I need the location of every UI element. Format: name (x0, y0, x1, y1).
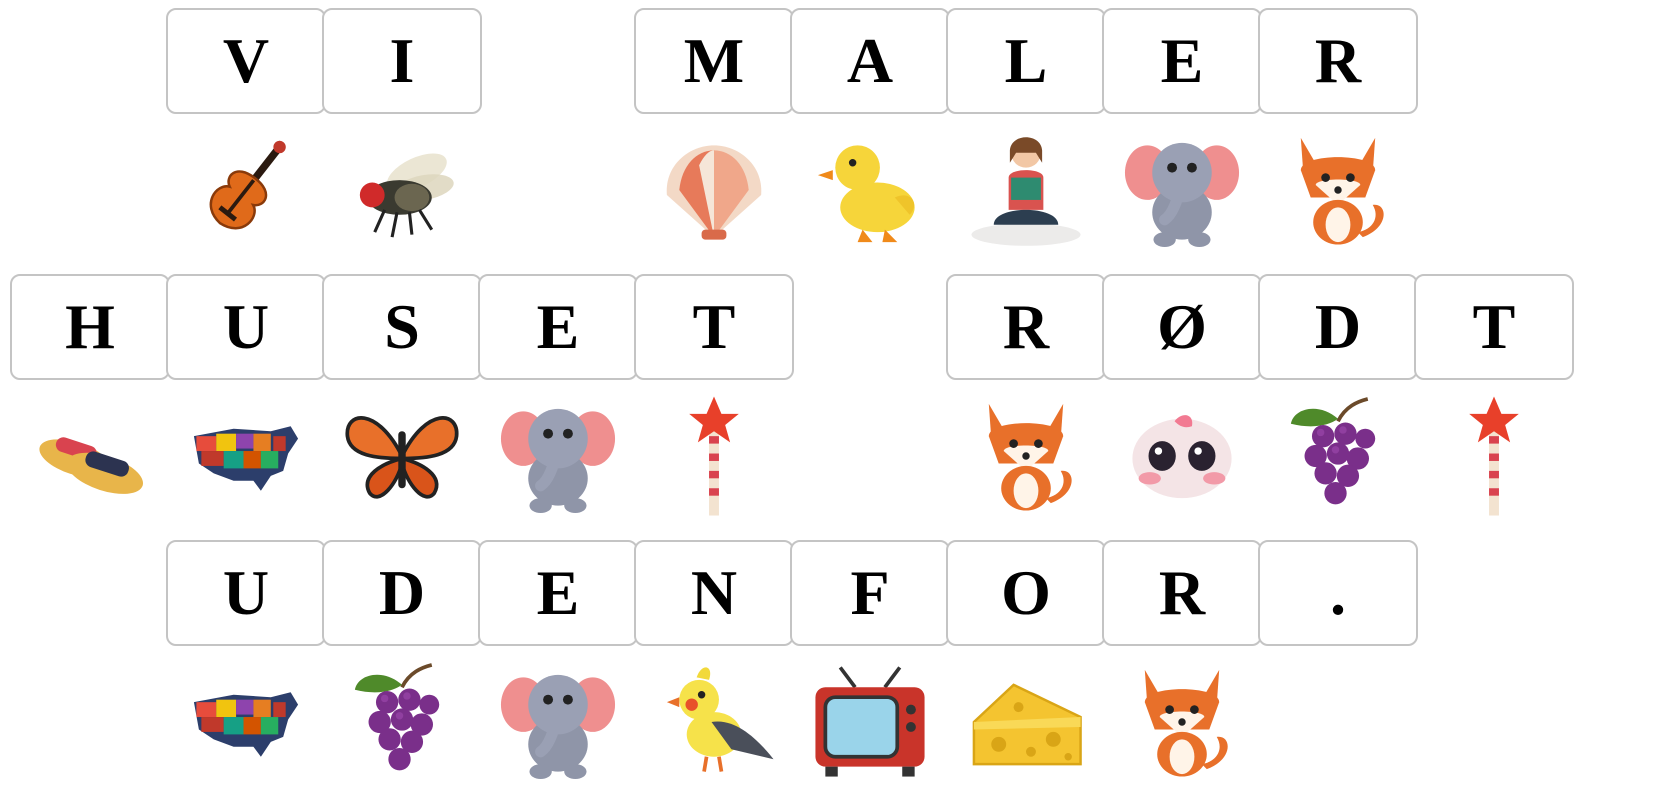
usa-map-icon (166, 386, 326, 526)
eye-face-icon (1102, 386, 1262, 526)
letter-tile: E (478, 274, 638, 380)
letter-tile: R (1102, 540, 1262, 646)
star-wand-icon (1414, 386, 1574, 526)
letter-tile: T (634, 274, 794, 380)
fox-icon (1258, 120, 1418, 260)
letter-tile: D (322, 540, 482, 646)
sandals-icon (10, 386, 170, 526)
word-row (0, 532, 1660, 792)
star-wand-icon (634, 386, 794, 526)
fox-icon (946, 386, 1106, 526)
letter-tile: L (946, 8, 1106, 114)
letter-tile: D (1258, 274, 1418, 380)
letter-tile: E (1102, 8, 1262, 114)
fly-icon (322, 120, 482, 260)
elephant-icon (1102, 120, 1262, 260)
letter-tile: Ø (1102, 274, 1262, 380)
duck-icon (790, 120, 950, 260)
letter-tile: S (322, 274, 482, 380)
television-icon (790, 652, 950, 792)
letter-tile: N (634, 540, 794, 646)
girl-reading-icon (946, 120, 1106, 260)
cockatiel-icon (634, 652, 794, 792)
letter-tile: E (478, 540, 638, 646)
grapes-icon (1258, 386, 1418, 526)
shell-icon (634, 120, 794, 260)
letter-tile: R (1258, 8, 1418, 114)
violin-icon (166, 120, 326, 260)
letter-tile: F (790, 540, 950, 646)
letter-tile: A (790, 8, 950, 114)
usa-map-icon (166, 652, 326, 792)
fox-icon (1102, 652, 1262, 792)
letter-tile: M (634, 8, 794, 114)
letter-tile: R (946, 274, 1106, 380)
elephant-icon (478, 386, 638, 526)
grapes-icon (322, 652, 482, 792)
letter-tile: U (166, 540, 326, 646)
butterfly-icon (322, 386, 482, 526)
letter-tile: O (946, 540, 1106, 646)
word-row (0, 266, 1660, 526)
letter-tile: H (10, 274, 170, 380)
letter-tile: I (322, 8, 482, 114)
word-row (0, 0, 1660, 260)
letter-tile: U (166, 274, 326, 380)
letter-tile: T (1414, 274, 1574, 380)
cheese-icon (946, 652, 1106, 792)
elephant-icon (478, 652, 638, 792)
letter-tile: . (1258, 540, 1418, 646)
letter-tile: V (166, 8, 326, 114)
